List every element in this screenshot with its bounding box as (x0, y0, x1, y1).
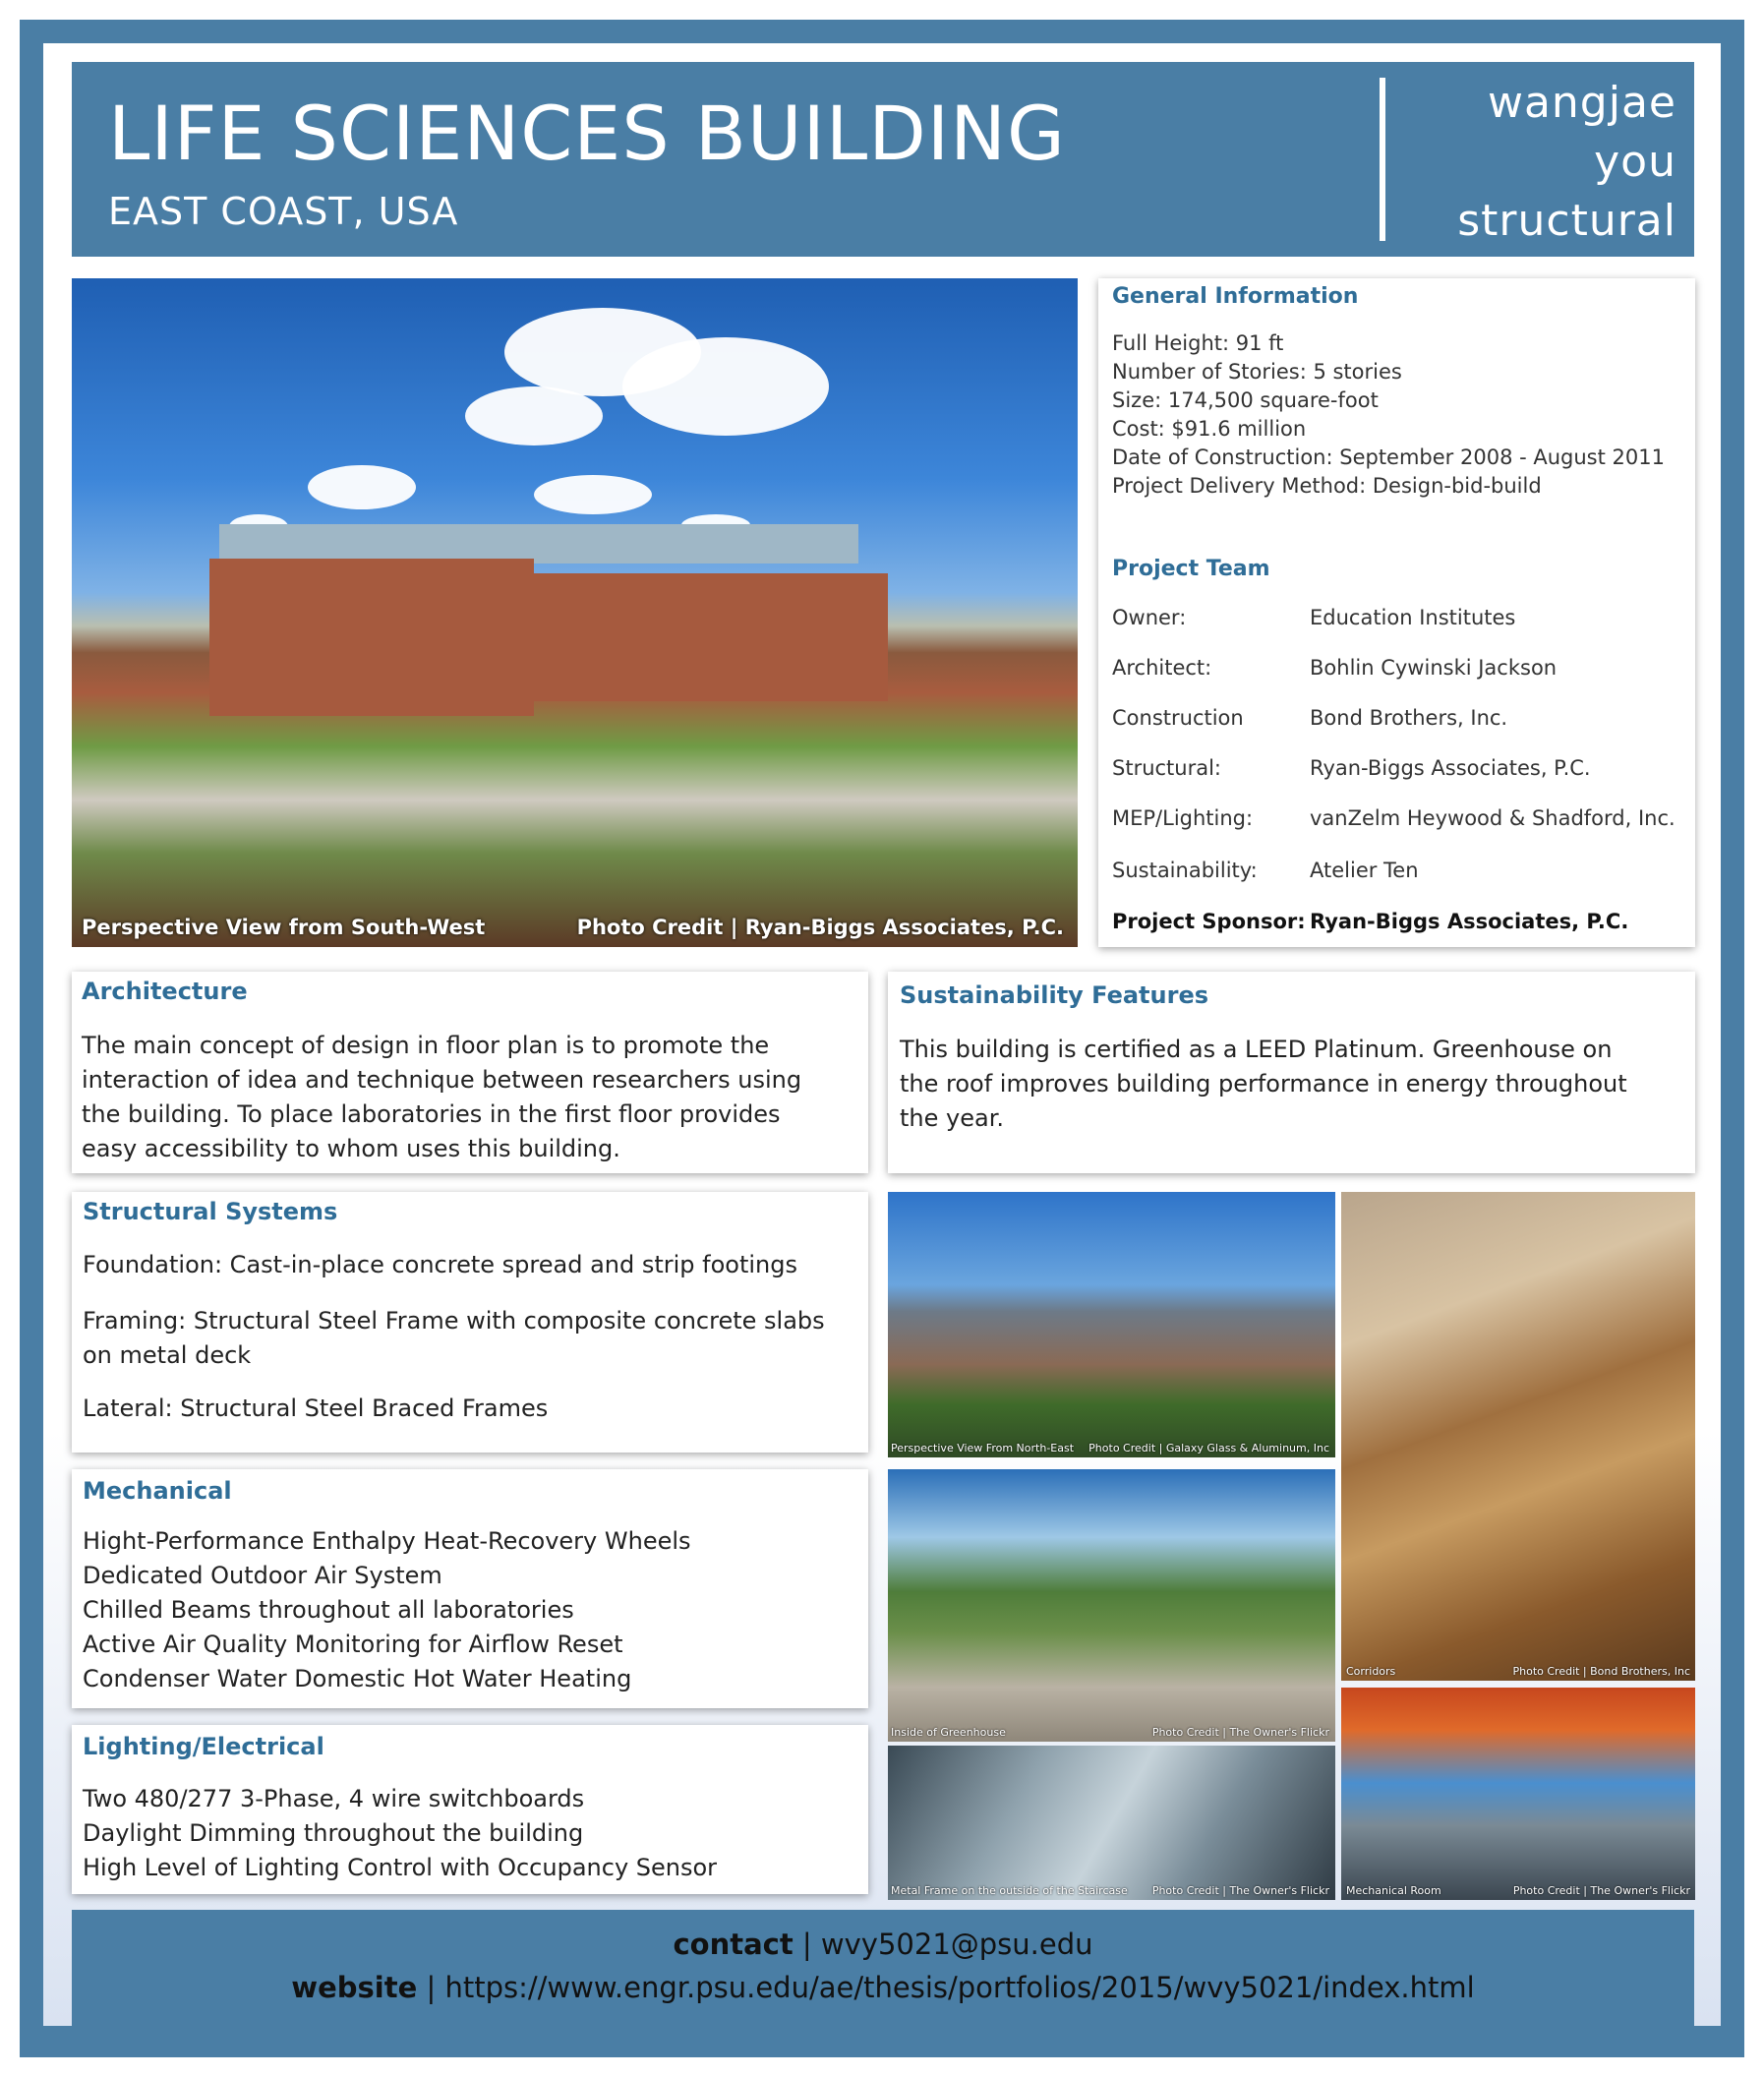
photo-corridors (1341, 1192, 1695, 1681)
text-line: This building is certified as a LEED Platinum. Greenhouse on (900, 1036, 1613, 1063)
photo-caption: Mechanical Room (1346, 1884, 1441, 1897)
team-name: Ryan-Biggs Associates, P.C. (1310, 910, 1629, 933)
author-line: wangjae (1487, 78, 1676, 128)
website-label: website (291, 1971, 418, 2004)
cloud-shape (622, 337, 829, 436)
footer-banner (72, 1910, 1694, 2036)
author-line: structural (1457, 196, 1676, 246)
team-role: Construction (1112, 706, 1244, 730)
page-subtitle: EAST COAST, USA (108, 190, 459, 233)
sustainability-text (900, 1033, 1627, 1136)
team-role: Sustainability: (1112, 859, 1258, 882)
photo-staircase (888, 1746, 1335, 1900)
author-line: you (1594, 137, 1676, 187)
team-role: Owner: (1112, 606, 1187, 629)
team-role: Structural: (1112, 756, 1222, 780)
lighting-list (83, 1782, 717, 1885)
contact-email[interactable]: | wvy5021@psu.edu (793, 1928, 1093, 1961)
main-building-photo (72, 278, 1078, 947)
building-wing (209, 559, 534, 716)
team-role: MEP/Lighting: (1112, 806, 1254, 830)
team-name: Bond Brothers, Inc. (1310, 706, 1508, 730)
architecture-heading: Architecture (82, 978, 248, 1005)
list-item: High Level of Lighting Control with Occupancy Sensor (83, 1854, 718, 1881)
photo-caption: Perspective View From North-East (891, 1442, 1075, 1454)
list-item: Two 480/277 3-Phase, 4 wire switchboards (83, 1785, 585, 1812)
text-line: interaction of idea and technique between researchers using (82, 1066, 802, 1094)
text-line: the roof improves building performance in energy throughout (900, 1070, 1627, 1098)
team-role: Architect: (1112, 656, 1212, 680)
cloud-shape (534, 475, 652, 514)
text-line: the building. To place laboratories in the first floor provides (82, 1100, 781, 1128)
sustainability-heading: Sustainability Features (900, 981, 1209, 1009)
text-line: Framing: Structural Steel Frame with composite concrete slabs (83, 1307, 825, 1335)
text-line: easy accessibility to whom uses this building. (82, 1135, 620, 1162)
team-name: Education Institutes (1310, 606, 1516, 629)
photo-greenhouse (888, 1469, 1335, 1742)
info-line: Project Delivery Method: Design-bid-build (1112, 474, 1542, 498)
info-card (1098, 278, 1695, 947)
photo-credit: Photo Credit | The Owner's Flickr (1151, 1726, 1329, 1739)
text-line: The main concept of design in floor plan is to promote the (82, 1032, 770, 1059)
info-line: Date of Construction: September 2008 - August 2011 (1112, 445, 1665, 469)
list-item: Chilled Beams throughout all laboratories (83, 1596, 574, 1624)
mechanical-list (83, 1524, 691, 1696)
author-block (1457, 74, 1676, 251)
sustainability-card (888, 972, 1695, 1173)
photo-credit: Photo Credit | The Owner's Flickr (1151, 1884, 1329, 1897)
building-wing (534, 573, 888, 701)
framing-text (83, 1304, 825, 1373)
mechanical-card (72, 1469, 868, 1708)
text-line: the year. (900, 1104, 1004, 1132)
cloud-shape (465, 386, 603, 445)
photo-credit: Photo Credit | Bond Brothers, Inc (1512, 1665, 1690, 1678)
team-name: vanZelm Heywood & Shadford, Inc. (1310, 806, 1676, 830)
photo-mechanical-room (1341, 1688, 1695, 1900)
cloud-shape (308, 465, 416, 509)
page-title: LIFE SCIENCES BUILDING (108, 89, 1066, 177)
info-line: Size: 174,500 square-foot (1112, 388, 1379, 412)
text-line: on metal deck (83, 1341, 252, 1369)
photo-credit: Photo Credit | Ryan-Biggs Associates, P.C. (576, 916, 1064, 939)
photo-caption: Metal Frame on the outside of the Staircase (891, 1884, 1128, 1897)
info-line: Full Height: 91 ft (1112, 331, 1284, 355)
photo-credit: Photo Credit | The Owner's Flickr (1512, 1884, 1690, 1897)
photo-caption: Corridors (1346, 1665, 1396, 1678)
architecture-text (82, 1029, 801, 1166)
photo-credit: Photo Credit | Galaxy Glass & Aluminum, Inc (1088, 1442, 1329, 1454)
mechanical-heading: Mechanical (83, 1477, 232, 1505)
website-line (72, 1971, 1694, 2004)
structural-heading: Structural Systems (83, 1198, 338, 1225)
project-team-heading: Project Team (1112, 557, 1270, 581)
lighting-heading: Lighting/Electrical (83, 1733, 324, 1760)
list-item: Active Air Quality Monitoring for Airflow Reset (83, 1631, 623, 1658)
info-line: Cost: $91.6 million (1112, 417, 1307, 441)
general-info-heading: General Information (1112, 284, 1359, 309)
list-item: Condenser Water Domestic Hot Water Heating (83, 1665, 632, 1692)
team-name: Ryan-Biggs Associates, P.C. (1310, 756, 1591, 780)
architecture-card (72, 972, 868, 1173)
team-name: Atelier Ten (1310, 859, 1419, 882)
photo-caption: Perspective View from South-West (82, 916, 486, 939)
photo-caption: Inside of Greenhouse (891, 1726, 1006, 1739)
list-item: Hight-Performance Enthalpy Heat-Recovery Wheels (83, 1527, 691, 1555)
list-item: Dedicated Outdoor Air System (83, 1562, 442, 1589)
general-info-list (1112, 329, 1665, 501)
contact-line (72, 1928, 1694, 1961)
lateral-text: Lateral: Structural Steel Braced Frames (83, 1395, 549, 1422)
list-item: Daylight Dimming throughout the building (83, 1819, 584, 1847)
header-divider (1380, 78, 1385, 241)
team-name: Bohlin Cywinski Jackson (1310, 656, 1558, 680)
website-link[interactable]: | https://www.engr.psu.edu/ae/thesis/portfolios/2015/wvy5021/index.html (417, 1971, 1475, 2004)
info-line: Number of Stories: 5 stories (1112, 360, 1402, 384)
greenhouse-roof (219, 524, 858, 564)
foundation-text: Foundation: Cast-in-place concrete spread and strip footings (83, 1251, 798, 1278)
header-banner (72, 62, 1694, 257)
contact-label: contact (673, 1928, 794, 1961)
structural-card (72, 1192, 868, 1453)
team-role: Project Sponsor: (1112, 910, 1306, 933)
lighting-card (72, 1725, 868, 1894)
photo-north-east (888, 1192, 1335, 1457)
